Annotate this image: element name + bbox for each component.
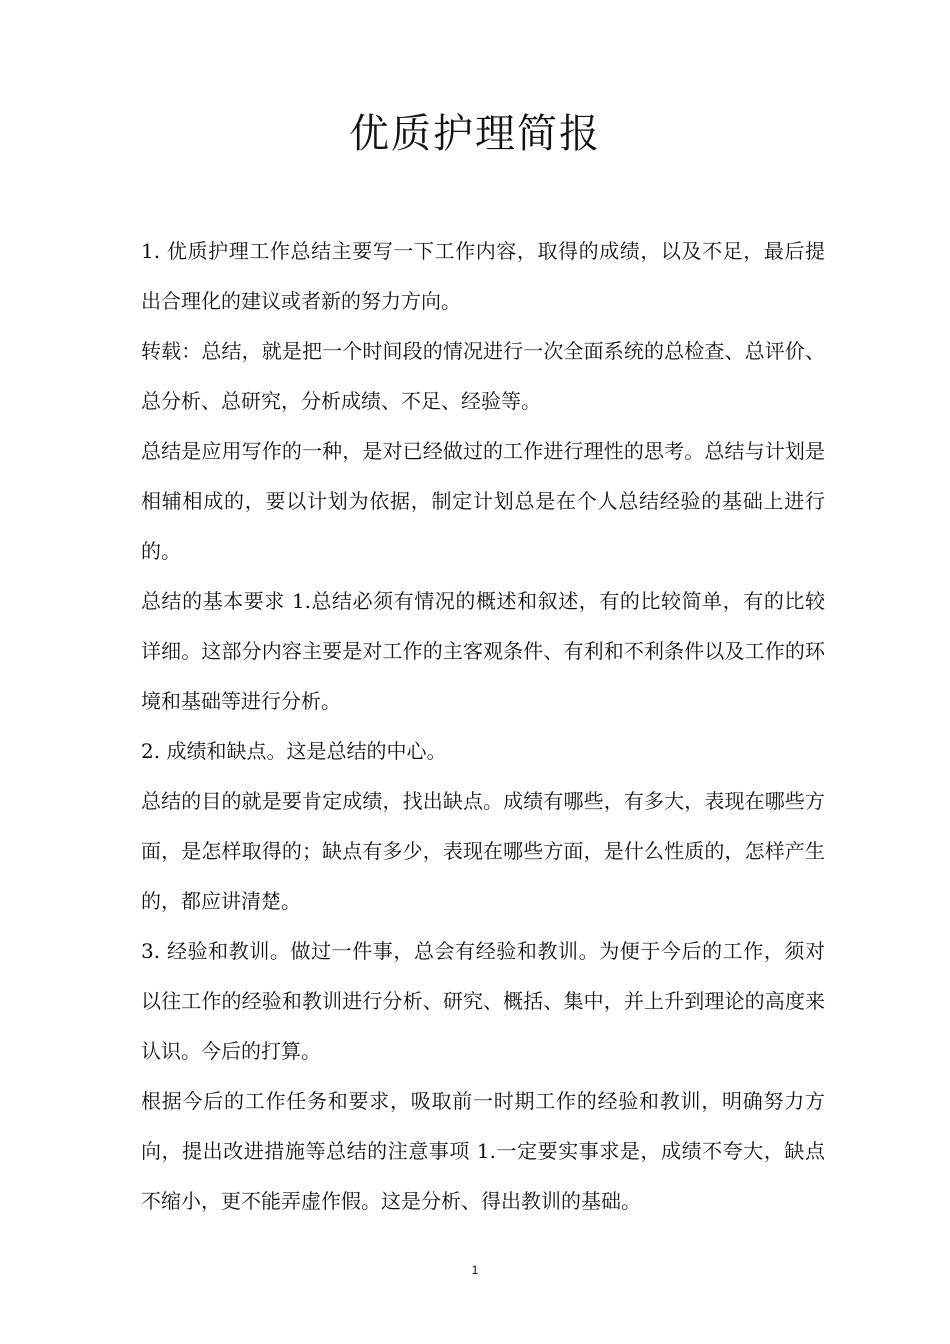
paragraph-4: 总结的基本要求 1.总结必须有情况的概述和叙述，有的比较简单，有的比较详细。这部分内容主要是对工作的主客观条件、有利和不利条件以及工作的环境和基础等进行分析。: [141, 589, 825, 713]
paragraph-3: 总结是应用写作的一种，是对已经做过的工作进行理性的思考。总结与计划是相辅相成的，要以计划为依据，制定计划总是在个人总结经验的基础上进行的。: [141, 439, 825, 563]
document-body: [141, 226, 825, 1226]
paragraph-7: 3. 经验和教训。做过一件事，总会有经验和教训。为便于今后的工作，须对以往工作的经验和教训进行分析、研究、概括、集中，并上升到理论的高度来认识。今后的打算。: [141, 939, 825, 1063]
paragraph-8: 根据今后的工作任务和要求，吸取前一时期工作的经验和教训，明确努力方向，提出改进措施等总结的注意事项 1.一定要实事求是，成绩不夸大，缺点不缩小，更不能弄虚作假。这是分析、得出教训的基础。: [141, 1089, 825, 1213]
paragraph-1: 1. 优质护理工作总结主要写一下工作内容，取得的成绩，以及不足，最后提出合理化的建议或者新的努力方向。: [141, 239, 825, 313]
page-number: 1: [471, 1263, 479, 1277]
document-title: 优质护理简报: [349, 111, 601, 157]
paragraph-5: 2. 成绩和缺点。这是总结的中心。: [141, 739, 447, 763]
paragraph-6: 总结的目的就是要肯定成绩，找出缺点。成绩有哪些，有多大，表现在哪些方面，是怎样取得的；缺点有多少，表现在哪些方面，是什么性质的，怎样产生的，都应讲清楚。: [141, 789, 825, 913]
paragraph-2: 转载：总结，就是把一个时间段的情况进行一次全面系统的总检查、总评价、总分析、总研究，分析成绩、不足、经验等。: [141, 339, 825, 413]
